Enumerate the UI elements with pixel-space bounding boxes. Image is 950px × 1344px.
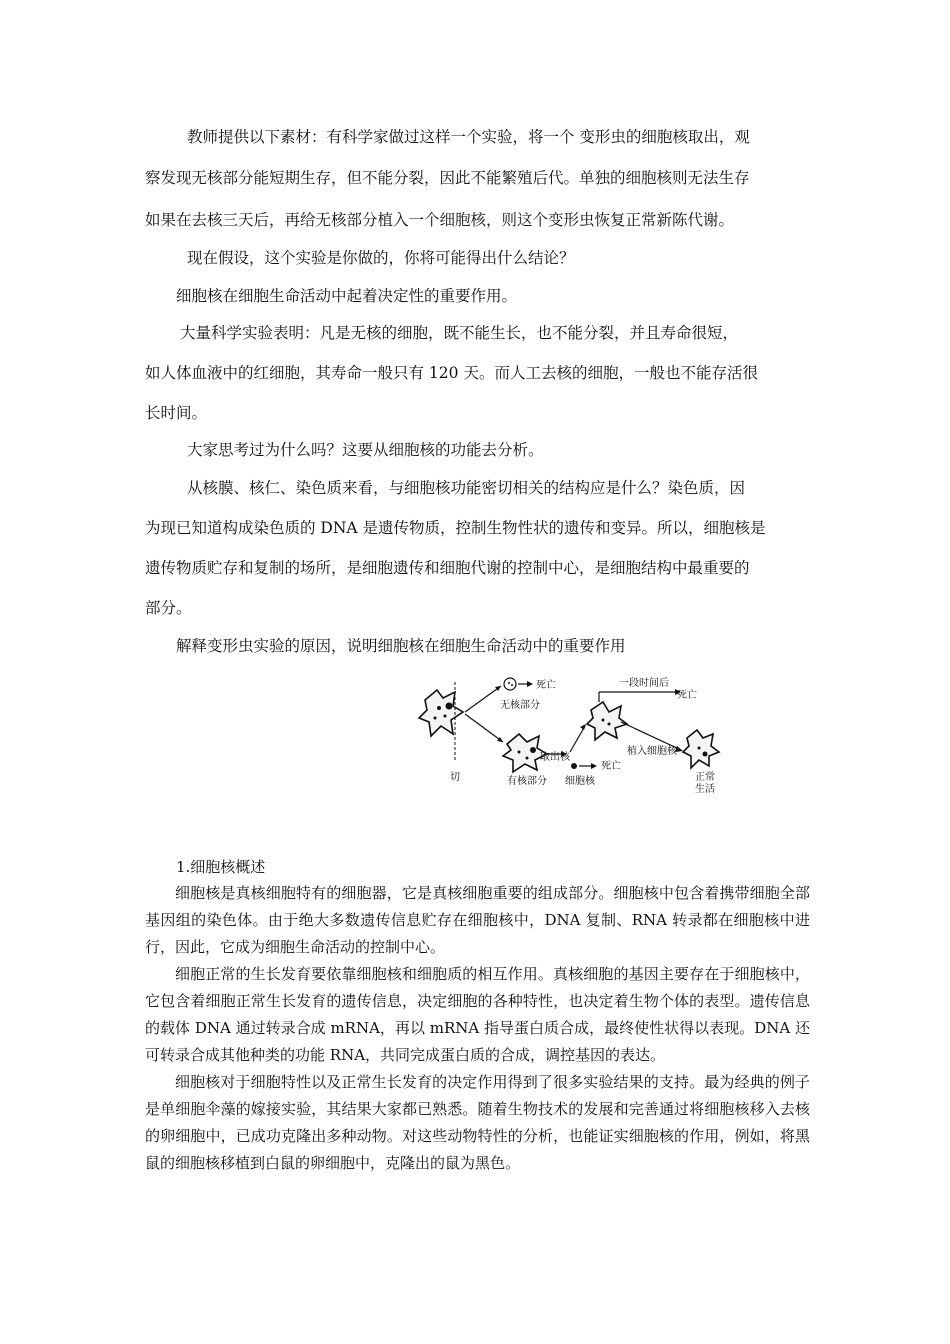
overview-heading: 1.细胞核概述 <box>176 858 266 876</box>
experiment-line-2: 如人体血液中的红细胞，其寿命一般只有 120 天。而人工去核的细胞，一般也不能存活很 <box>145 364 758 382</box>
amoeba-original-icon <box>419 690 463 736</box>
conclusion-line: 细胞核在细胞生命活动中起着决定性的重要作用。 <box>176 287 518 305</box>
normal-label-2: 生活 <box>695 784 715 795</box>
overview-paragraph-3: 细胞核对于细胞特性以及正常生长发育的决定作用得到了很多实验结果的支持。最为经典的例子是单细胞伞藻的嫁接实验，其结果大家都已熟悉。随着生物技术的发展和完善通过将细胞核移入去核的卵细胞中，已成功克隆出多种动物。对这些动物特性的分析，也能证实细胞核的作用，例如，将黑鼠的细胞核移植到白鼠的卵细胞中，克隆出的鼠为黑色。 <box>145 1073 810 1172</box>
overview-paragraph-1: 细胞核是真核细胞特有的细胞器，它是真核细胞重要的组成部分。细胞核中包含着携带细胞全部基因组的染色体。由于绝大多数遗传信息贮存在细胞核中，DNA 复制、RNA 转录都在细胞核中进行，因此，它成为细胞生命活动的控制中心。 <box>145 884 810 956</box>
think-line: 大家思考过为什么吗？这要从细胞核的功能去分析。 <box>187 441 544 459</box>
with-nucleus-label: 有核部分 <box>507 776 547 787</box>
no-nucleus-label: 无核部分 <box>500 700 540 711</box>
overview-paragraph-2: 细胞正常的生长发育要依靠细胞核和细胞质的相互作用。真核细胞的基因主要存在于细胞核中，它包含着细胞正常生长发育的遗传信息，决定细胞的各种特性，也决定着生物个体的表型。遗传信息的载体 DNA 通过转录合成 mRNA，再以 mRNA 指导蛋白质合成，最终使性状得以表现。DNA 还可转录合成其他种类的功能 RNA，共同完成蛋白质的合成，调控基因的表达。 <box>145 965 810 1064</box>
experiment-line-3: 长时间。 <box>145 404 208 422</box>
normal-label-1: 正常 <box>695 772 715 783</box>
death-label-1: 死亡 <box>536 680 556 691</box>
explain-line: 解释变形虫实验的原因，说明细胞核在细胞生命活动中的重要作用 <box>176 637 626 655</box>
structure-line-1: 从核膜、核仁、染色质来看，与细胞核功能密切相关的结构应是什么？染色质，因 <box>187 479 746 497</box>
experiment-line-1: 大量科学实验表明：凡是无核的细胞，既不能生长，也不能分裂，并且寿命很短， <box>180 324 739 342</box>
material-line-2: 察发现无核部分能短期生存，但不能分裂，因此不能繁殖后代。单独的细胞核则无法生存 <box>145 169 750 187</box>
death-label-2: 死亡 <box>677 690 697 701</box>
material-line-1: 教师提供以下素材：有科学家做过这样一个实验，将一个 变形虫的细胞核取出，观 <box>187 128 750 146</box>
death-label-3: 死亡 <box>601 761 621 772</box>
question-line: 现在假设，这个实验是你做的，你将可能得出什么结论？ <box>187 249 575 267</box>
take-nucleus-label: 取出核 <box>540 752 570 763</box>
amoeba-experiment-diagram <box>415 672 725 797</box>
material-line-3: 如果在去核三天后，再给无核部分植入一个细胞核，则这个变形虫恢复正常新陈代谢。 <box>145 211 735 229</box>
no-nucleus-cell-icon <box>504 678 516 690</box>
nucleus-label: 细胞核 <box>565 776 595 787</box>
cut-label: 切 <box>450 772 460 783</box>
implant-label: 植入细胞核 <box>627 746 677 757</box>
structure-line-3: 遗传物质贮存和复制的场所，是细胞遗传和细胞代谢的控制中心，是细胞结构中最重要的 <box>145 559 750 577</box>
amoeba-normal-icon <box>683 730 719 768</box>
structure-line-2: 为现已知道构成染色质的 DNA 是遗传物质，控制生物性状的遗传和变异。所以，细胞核是 <box>145 519 766 537</box>
structure-line-4: 部分。 <box>145 599 192 617</box>
nucleus-dot-icon <box>571 763 577 769</box>
overview-body <box>145 880 810 1177</box>
amoeba-no-nucleus-icon <box>587 702 627 740</box>
after-time-label: 一段时间后 <box>619 678 669 689</box>
